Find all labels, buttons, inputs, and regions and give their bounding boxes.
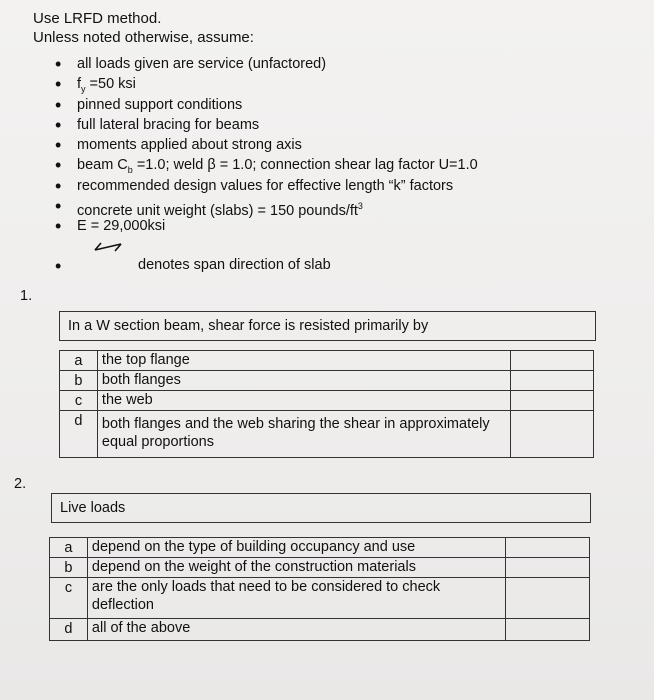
answer-choices-table [59, 350, 594, 458]
question-number: 2. [14, 476, 27, 492]
answer-checkbox-cell[interactable] [506, 619, 590, 641]
question-prompt-box [51, 493, 591, 523]
bullet-dot: • [55, 256, 62, 276]
answer-checkbox-cell[interactable] [511, 351, 594, 371]
answer-checkbox-cell[interactable] [511, 371, 594, 391]
assumption-item: • pinned support conditions [55, 95, 478, 115]
answer-checkbox-cell[interactable] [506, 578, 590, 619]
assumption-item: • beam $C_b =1.0$; weld β = 1.0; connection shear lag factor U=1.0 [55, 155, 478, 175]
option-text: both flanges [97, 371, 510, 391]
method-note: Use LRFD method. [33, 10, 162, 27]
assumption-item: • full lateral bracing for beams [55, 115, 478, 135]
assumptions-list [55, 54, 478, 237]
option-text: the top flange [97, 351, 510, 371]
answer-row[interactable] [60, 371, 594, 391]
option-letter: a [50, 538, 88, 558]
question-prompt-box [59, 311, 596, 341]
question-number: 1. [20, 288, 33, 304]
answer-row[interactable] [50, 619, 590, 641]
question-prompt: In a W section beam, shear force is resisted primarily by [60, 312, 595, 341]
answer-row[interactable] [60, 391, 594, 411]
assumption-item: • all loads given are service (unfactored) [55, 54, 478, 74]
answer-checkbox-cell[interactable] [511, 391, 594, 411]
answer-checkbox-cell[interactable] [506, 558, 590, 578]
option-text: depend on the type of building occupancy and use [87, 538, 505, 558]
answer-choices-table [49, 537, 590, 641]
option-text: are the only loads that need to be considered to check deflection [87, 578, 505, 619]
answer-row[interactable] [50, 558, 590, 578]
assumption-item: • concrete unit weight (slabs) = 150 pounds/$ft^3$ [55, 196, 478, 216]
assumption-item: • E = 29,000ksi [55, 216, 478, 236]
span-direction-legend [55, 254, 475, 276]
option-text: the web [97, 391, 510, 411]
assumption-item: • $f_y =50$ ksi [55, 74, 478, 94]
option-letter: d [50, 619, 88, 641]
answer-row[interactable] [50, 538, 590, 558]
span-direction-label: denotes span direction of slab [138, 257, 331, 273]
option-letter: b [60, 371, 98, 391]
answer-checkbox-cell[interactable] [511, 411, 594, 458]
option-letter: c [60, 391, 98, 411]
span-direction-arrow-icon [91, 240, 125, 254]
answer-row[interactable] [60, 351, 594, 371]
answer-checkbox-cell[interactable] [506, 538, 590, 558]
answer-row[interactable] [60, 411, 594, 458]
assumptions-intro: Unless noted otherwise, assume: [33, 29, 254, 46]
answer-row[interactable] [50, 578, 590, 619]
option-text: both flanges and the web sharing the shear in approximately equal proportions [97, 411, 510, 458]
option-text: all of the above [87, 619, 505, 641]
assumption-item: • moments applied about strong axis [55, 135, 478, 155]
option-letter: d [60, 411, 98, 458]
option-text: depend on the weight of the construction materials [87, 558, 505, 578]
question-prompt: Live loads [52, 494, 590, 523]
option-letter: a [60, 351, 98, 371]
assumption-item: • recommended design values for effective length “k” factors [55, 176, 478, 196]
option-letter: b [50, 558, 88, 578]
option-letter: c [50, 578, 88, 619]
